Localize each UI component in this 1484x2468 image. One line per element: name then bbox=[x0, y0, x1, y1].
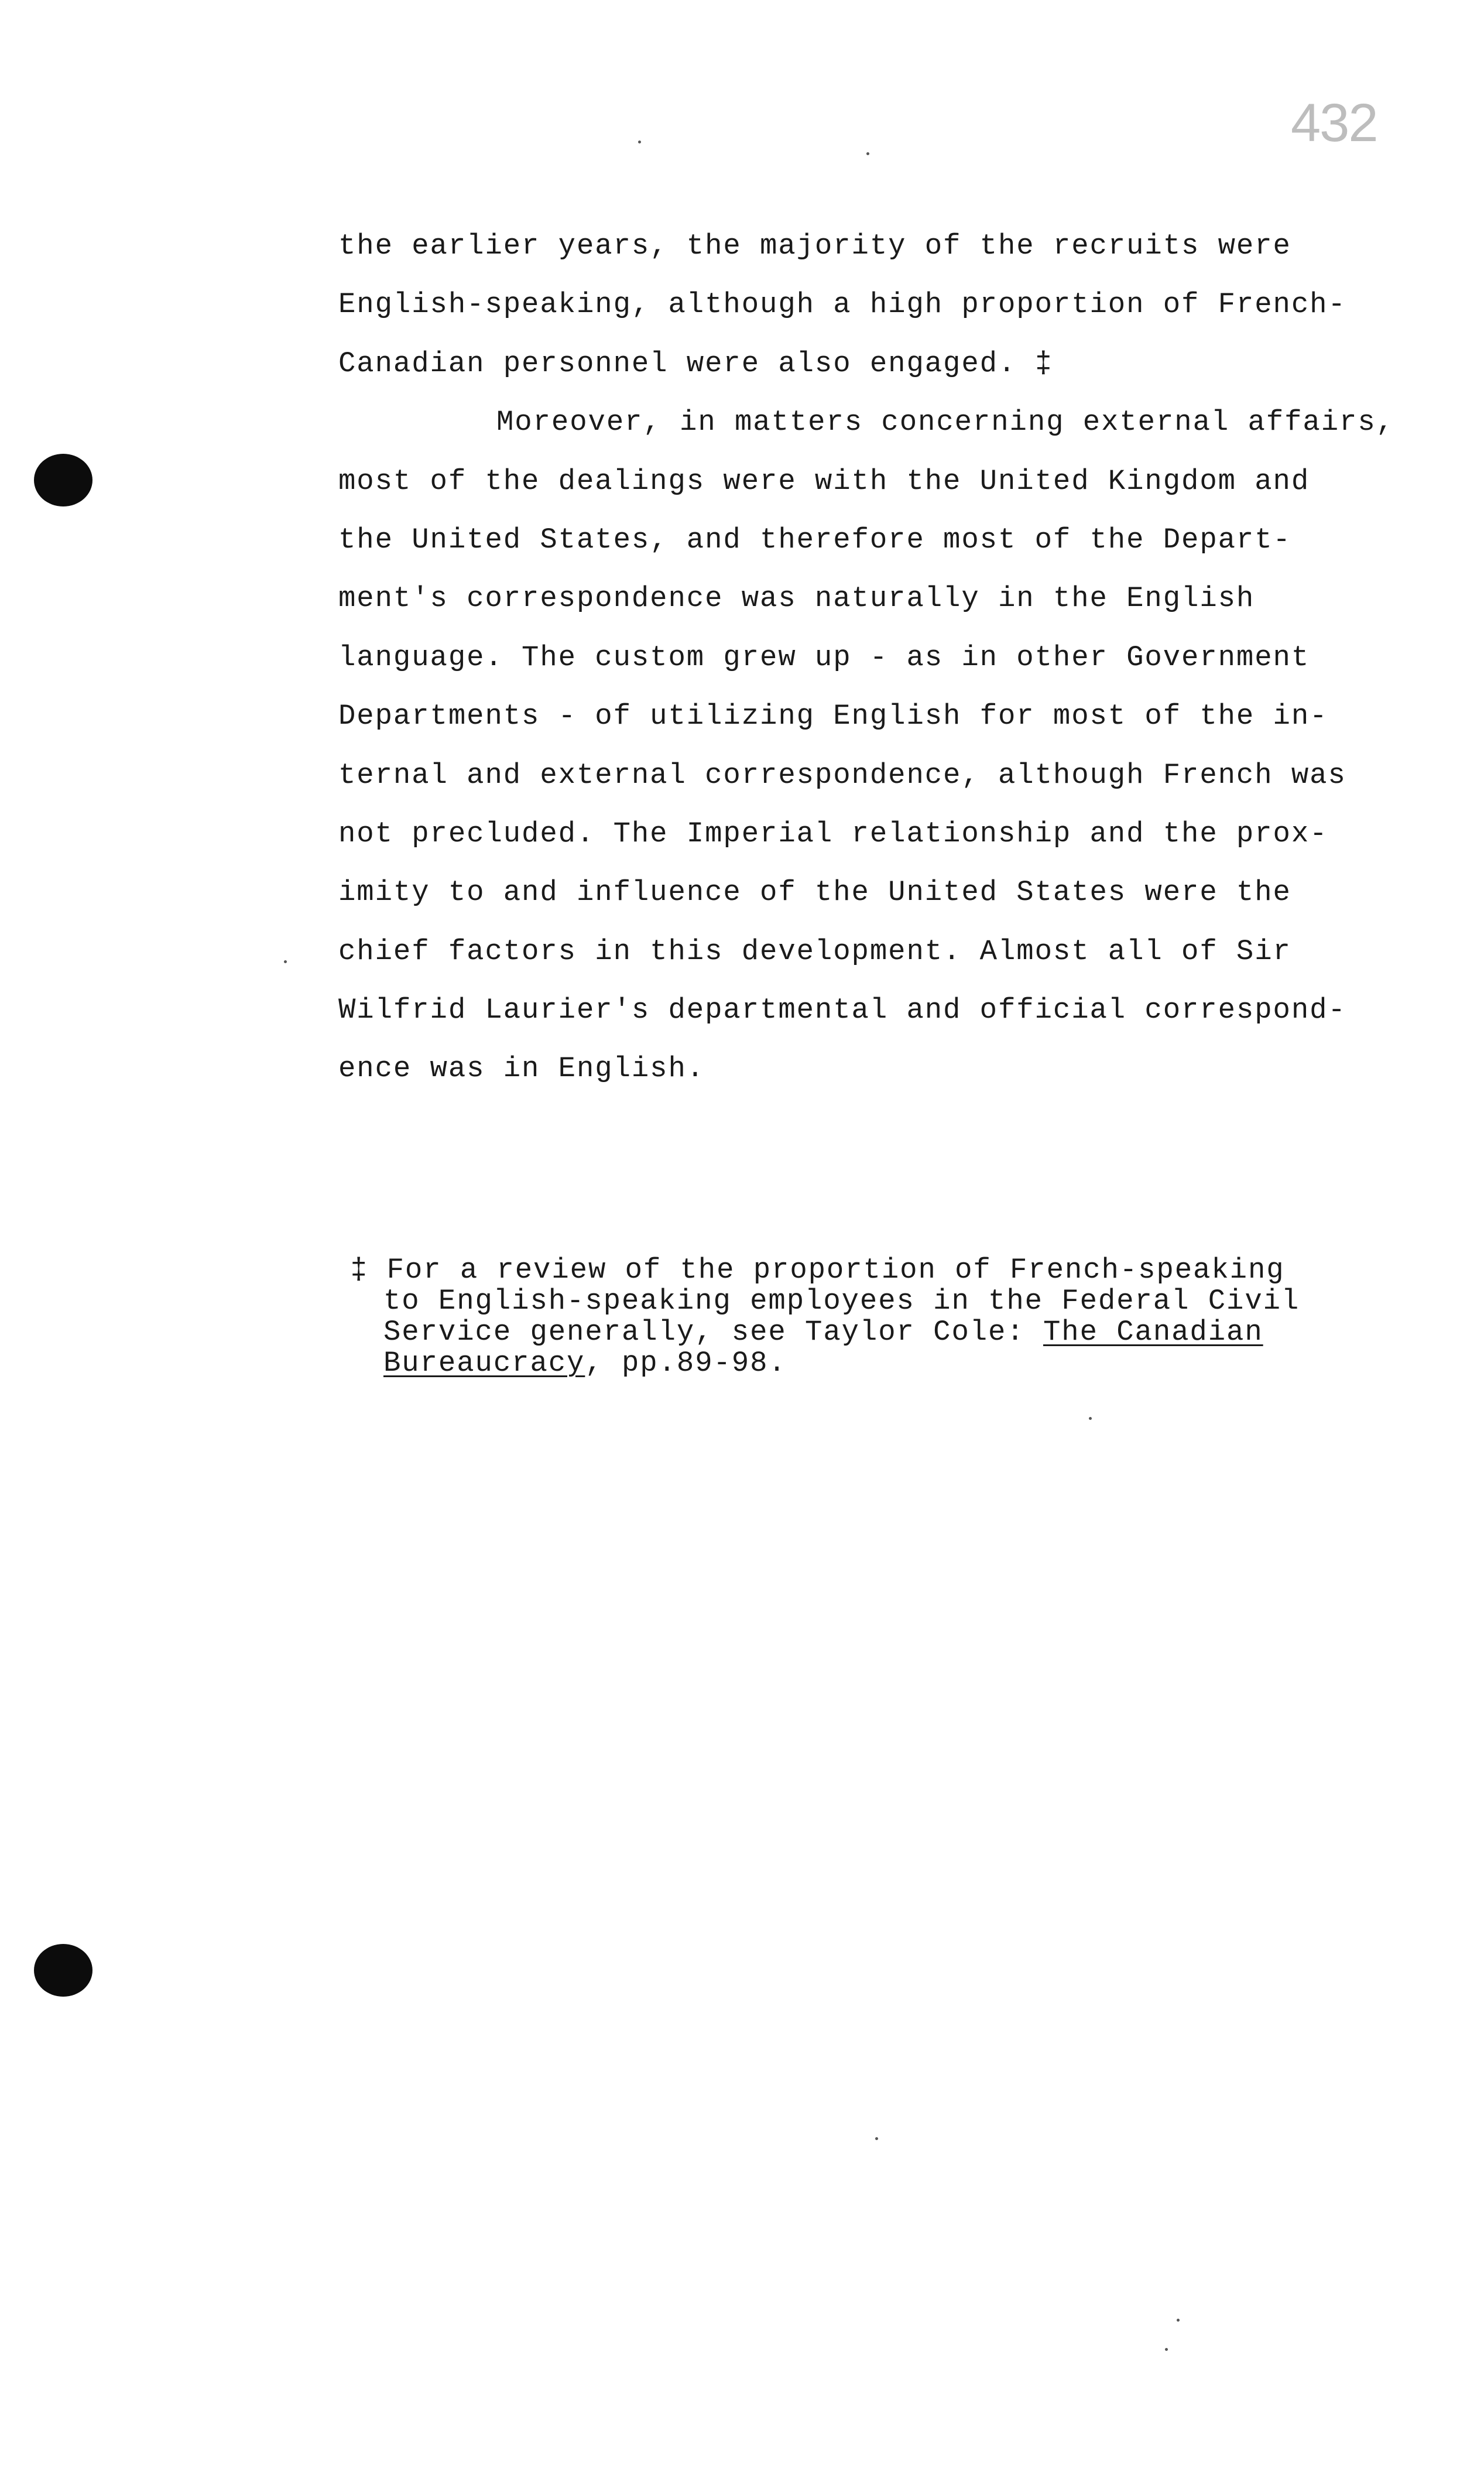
footnote-line bbox=[350, 1348, 1298, 1379]
book-title: Bureaucracy bbox=[383, 1347, 585, 1380]
footnote-line bbox=[350, 1317, 1298, 1348]
footnote-line bbox=[350, 1255, 1298, 1286]
text-line: ternal and external correspondence, although French was bbox=[338, 758, 1346, 792]
footnote-text: For a review of the proportion of French-speaking bbox=[368, 1254, 1285, 1286]
footnote bbox=[350, 1255, 1298, 1379]
text-line: Canadian personnel were also engaged. ‡ bbox=[338, 347, 1053, 380]
text-line: ence was in English. bbox=[338, 1052, 705, 1086]
punch-hole-bottom bbox=[34, 1944, 92, 1997]
scan-speck bbox=[1165, 2348, 1168, 2351]
scan-speck bbox=[284, 960, 287, 963]
text-line: the earlier years, the majority of the recruits were bbox=[338, 230, 1291, 262]
scan-speck bbox=[866, 152, 869, 155]
page-number: 432 bbox=[1291, 93, 1377, 153]
text-line: Wilfrid Laurier's departmental and official correspond- bbox=[338, 994, 1346, 1027]
text-line: most of the dealings were with the United Kingdom and bbox=[338, 464, 1310, 498]
punch-hole-top bbox=[34, 454, 92, 506]
text-line: Departments - of utilizing English for most of the in- bbox=[338, 700, 1328, 733]
text-line: chief factors in this development. Almost all of Sir bbox=[338, 935, 1291, 968]
text-line: imity to and influence of the United States were the bbox=[338, 876, 1291, 909]
scan-speck bbox=[1089, 1417, 1092, 1420]
text-line: English-speaking, although a high proportion of French- bbox=[338, 288, 1346, 321]
footnote-line: to English-speaking employees in the Federal Civil bbox=[383, 1285, 1300, 1317]
scan-speck bbox=[638, 141, 641, 143]
text-line: ment's correspondence was naturally in the English bbox=[338, 582, 1255, 615]
scan-speck bbox=[1177, 2319, 1180, 2322]
footnote-marker: ‡ bbox=[350, 1254, 369, 1286]
text-line: the United States, and therefore most of the Depart- bbox=[338, 523, 1291, 556]
scan-speck bbox=[875, 2137, 878, 2140]
text-line: not precluded. The Imperial relationship and the prox- bbox=[338, 817, 1328, 850]
body-text bbox=[338, 217, 1394, 1098]
book-title: The Canadian bbox=[1043, 1316, 1263, 1348]
footnote-text: Service generally, see Taylor Cole: bbox=[383, 1316, 1043, 1348]
text-line: Moreover, in matters concerning external affairs, bbox=[496, 406, 1394, 439]
text-line: language. The custom grew up - as in other Government bbox=[338, 641, 1310, 674]
footnote-text: , pp.89-98. bbox=[585, 1347, 787, 1380]
